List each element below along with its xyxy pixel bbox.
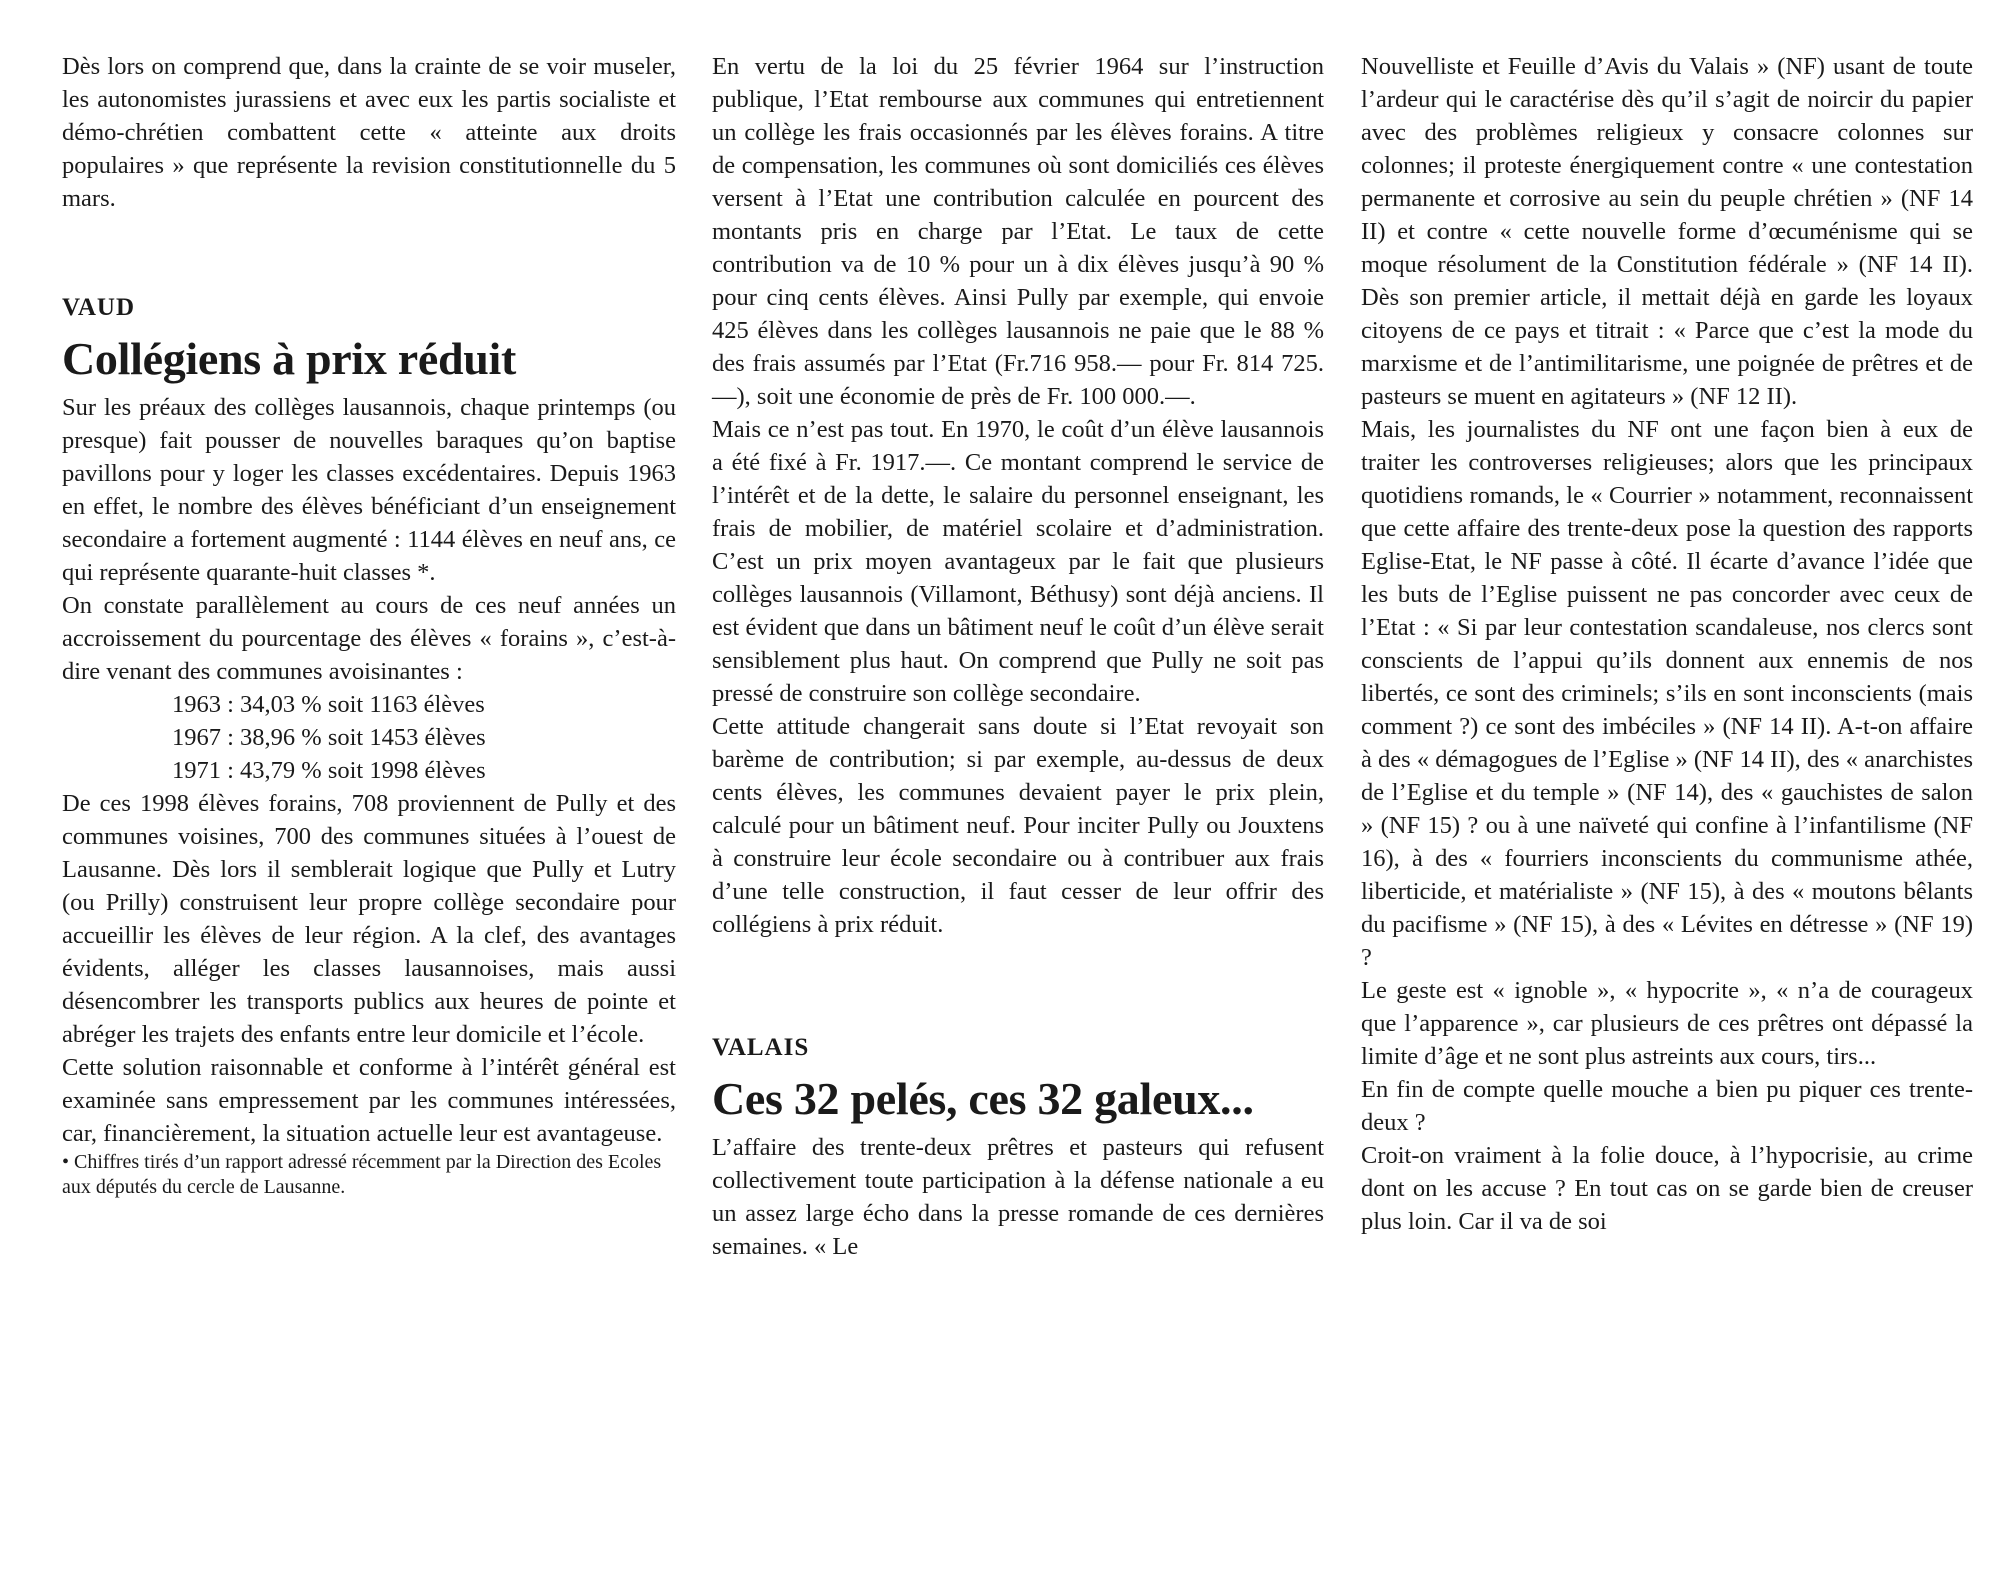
stats-row: 1971 : 43,79 % soit 1998 élèves: [172, 757, 486, 784]
article-paragraph: Nouvelliste et Feuille d’Avis du Valais » (NF) usant de toute l’ardeur qui le caractérise dès qu’il s’agit de noircir du papier avec des problèmes religieux y consacre colonnes sur colonnes; il proteste énergiquement contre « une contestation permanente et corrosive au sein du peuple chrétien » (NF 14 II) et contre « cette nouvelle forme d’œcuménisme qui se moque résolument de la Constitution fédérale » (NF 14 II). Dès son premier article, il mettait déjà en garde les loyaux citoyens de ce pays et titrait : « Parce que c’est la mode du marxisme et de l’antimilitarisme, une poignée de prêtres et de pasteurs se muent en agitateurs » (NF 12 II).: [1361, 53, 1973, 410]
article-headline-valais: Ces 32 pelés, ces 32 galeux...: [712, 1073, 1254, 1124]
article-paragraph: Le geste est « ignoble », « hypocrite », « n’a de courageux que l’apparence », car plusieurs de ces prêtres ont dépassé la limite d’âge et ne sont plus astreints aux cours, tirs...: [1361, 977, 1973, 1070]
article-paragraph: Cette attitude changerait sans doute si l’Etat revoyait son barème de contribution; si par exemple, au-dessus de deux cents élèves, les communes devaient payer le prix plein, calculé pour un bâtiment neuf. Pour inciter Pully ou Jouxtens à construire leur école secondaire ou à contribuer aux frais d’une telle construction, il faut cesser de leur offrir des collégiens à prix réduit.: [712, 713, 1324, 938]
article-headline-vaud: Collégiens à prix réduit: [62, 333, 517, 384]
section-region-valais: VALAIS: [712, 1034, 810, 1061]
section-region-vaud: VAUD: [62, 294, 135, 321]
stats-list: [62, 688, 676, 787]
intro-paragraph: Dès lors on comprend que, dans la crainte de se voir museler, les autonomistes jurassiens et avec eux les partis socialiste et démo-chrétien combattent cette « atteinte aux droits populaires » que représente la revision constitutionnelle du 5 mars.: [62, 53, 676, 212]
article-paragraph: Mais ce n’est pas tout. En 1970, le coût d’un élève lausannois a été fixé à Fr. 1917.—. Ce montant comprend le service de l’intérêt et de la dette, le salaire du personnel enseignant, les frais de mobilier, de matériel scolaire et d’administration. C’est un prix moyen avantageux par le fait que plusieurs collèges lausannois (Villamont, Béthusy) sont déjà anciens. Il est évident que dans un bâtiment neuf le coût d’un élève serait sensiblement plus haut. On comprend que Pully ne soit pas pressé de construire son collège secondaire.: [712, 416, 1324, 707]
column-right: [1361, 50, 1973, 1238]
article-paragraph: En vertu de la loi du 25 février 1964 sur l’instruction publique, l’Etat rembourse aux communes qui entretiennent un collège les frais occasionnés par les élèves forains. A titre de compensation, les communes où sont domiciliés ces élèves versent à l’Etat une contribution calculée en pourcent des montants pris en charge par l’Etat. Le taux de cette contribution va de 10 % pour un à dix élèves jusqu’à 90 % pour cinq cents élèves. Ainsi Pully par exemple, qui envoie 425 élèves dans les collèges lausannois ne paie que le 88 % des frais assumés par l’Etat (Fr.716 958.— pour Fr. 814 725.—), soit une économie de près de Fr. 100 000.—.: [712, 53, 1324, 410]
article-paragraph: On constate parallèlement au cours de ces neuf années un accroissement du pourcentage des élèves « forains », c’est-à-dire venant des communes avoisinantes :: [62, 592, 676, 685]
column-left: [62, 50, 676, 1200]
article-paragraph: Sur les préaux des collèges lausannois, chaque printemps (ou presque) fait pousser de nouvelles baraques qu’on baptise pavillons pour y loger les classes excédentaires. Depuis 1963 en effet, le nombre des élèves bénéficiant d’un enseignement secondaire a fortement augmenté : 1144 élèves en neuf ans, ce qui représente quarante-huit classes *.: [62, 394, 676, 586]
footnote: • Chiffres tirés d’un rapport adressé récemment par la Direction des Ecoles aux députés du cercle de Lausanne.: [62, 1151, 662, 1198]
column-middle: [712, 50, 1324, 1263]
stats-row: 1967 : 38,96 % soit 1453 élèves: [172, 724, 486, 751]
spacer: [62, 215, 676, 293]
article-paragraph: Mais, les journalistes du NF ont une façon bien à eux de traiter les controverses religieuses; alors que les principaux quotidiens romands, le « Courrier » notamment, reconnaissent que cette affaire des trente-deux pose la question des rapports Eglise-Etat, le NF passe à côté. Il écarte d’avance l’idée que les buts de l’Eglise puissent ne pas concorder avec ceux de l’Etat : « Si par leur contestation scandaleuse, nos clercs sont conscients de l’appui qu’ils donnent aux ennemis de nos libertés, ce sont des criminels; s’ils en sont inconscients (mais comment ?) ce sont des imbéciles » (NF 14 II). A-t-on affaire à des « démagogues de l’Eglise » (NF 14 II), des « anarchistes de l’Eglise et du temple » (NF 14), des « gauchistes de salon » (NF 15) ? ou à une naïveté qui confine à l’infantilisme (NF 16), à des « fourriers inconscients du communisme athée, liberticide, et matérialiste » (NF 15), à des « moutons bêlants du pacifisme » (NF 15), à des « Lévites en détresse » (NF 19) ?: [1361, 416, 1973, 971]
spacer: [712, 941, 1324, 1033]
stats-row: 1963 : 34,03 % soit 1163 élèves: [172, 691, 485, 718]
article-paragraph: De ces 1998 élèves forains, 708 proviennent de Pully et des communes voisines, 700 des communes situées à l’ouest de Lausanne. Dès lors il semblerait logique que Pully et Lutry (ou Prilly) construisent leur propre collège secondaire pour accueillir les élèves de leur région. A la clef, des avantages évidents, alléger les classes lausannoises, mais aussi désencombrer les transports publics aux heures de pointe et abréger les trajets des enfants entre leur domicile et l’école.: [62, 790, 676, 1048]
article-paragraph: Cette solution raisonnable et conforme à l’intérêt général est examinée sans empressement par les communes intéressées, car, financièrement, la situation actuelle leur est avantageuse.: [62, 1054, 676, 1147]
article-paragraph: L’affaire des trente-deux prêtres et pasteurs qui refusent collectivement toute participation à la défense nationale a eu un assez large écho dans la presse romande de ces dernières semaines. « Le: [712, 1134, 1324, 1260]
article-paragraph: Croit-on vraiment à la folie douce, à l’hypocrisie, au crime dont on les accuse ? En tout cas on se garde bien de creuser plus loin. Car il va de soi: [1361, 1142, 1973, 1235]
article-paragraph: En fin de compte quelle mouche a bien pu piquer ces trente-deux ?: [1361, 1076, 1973, 1136]
